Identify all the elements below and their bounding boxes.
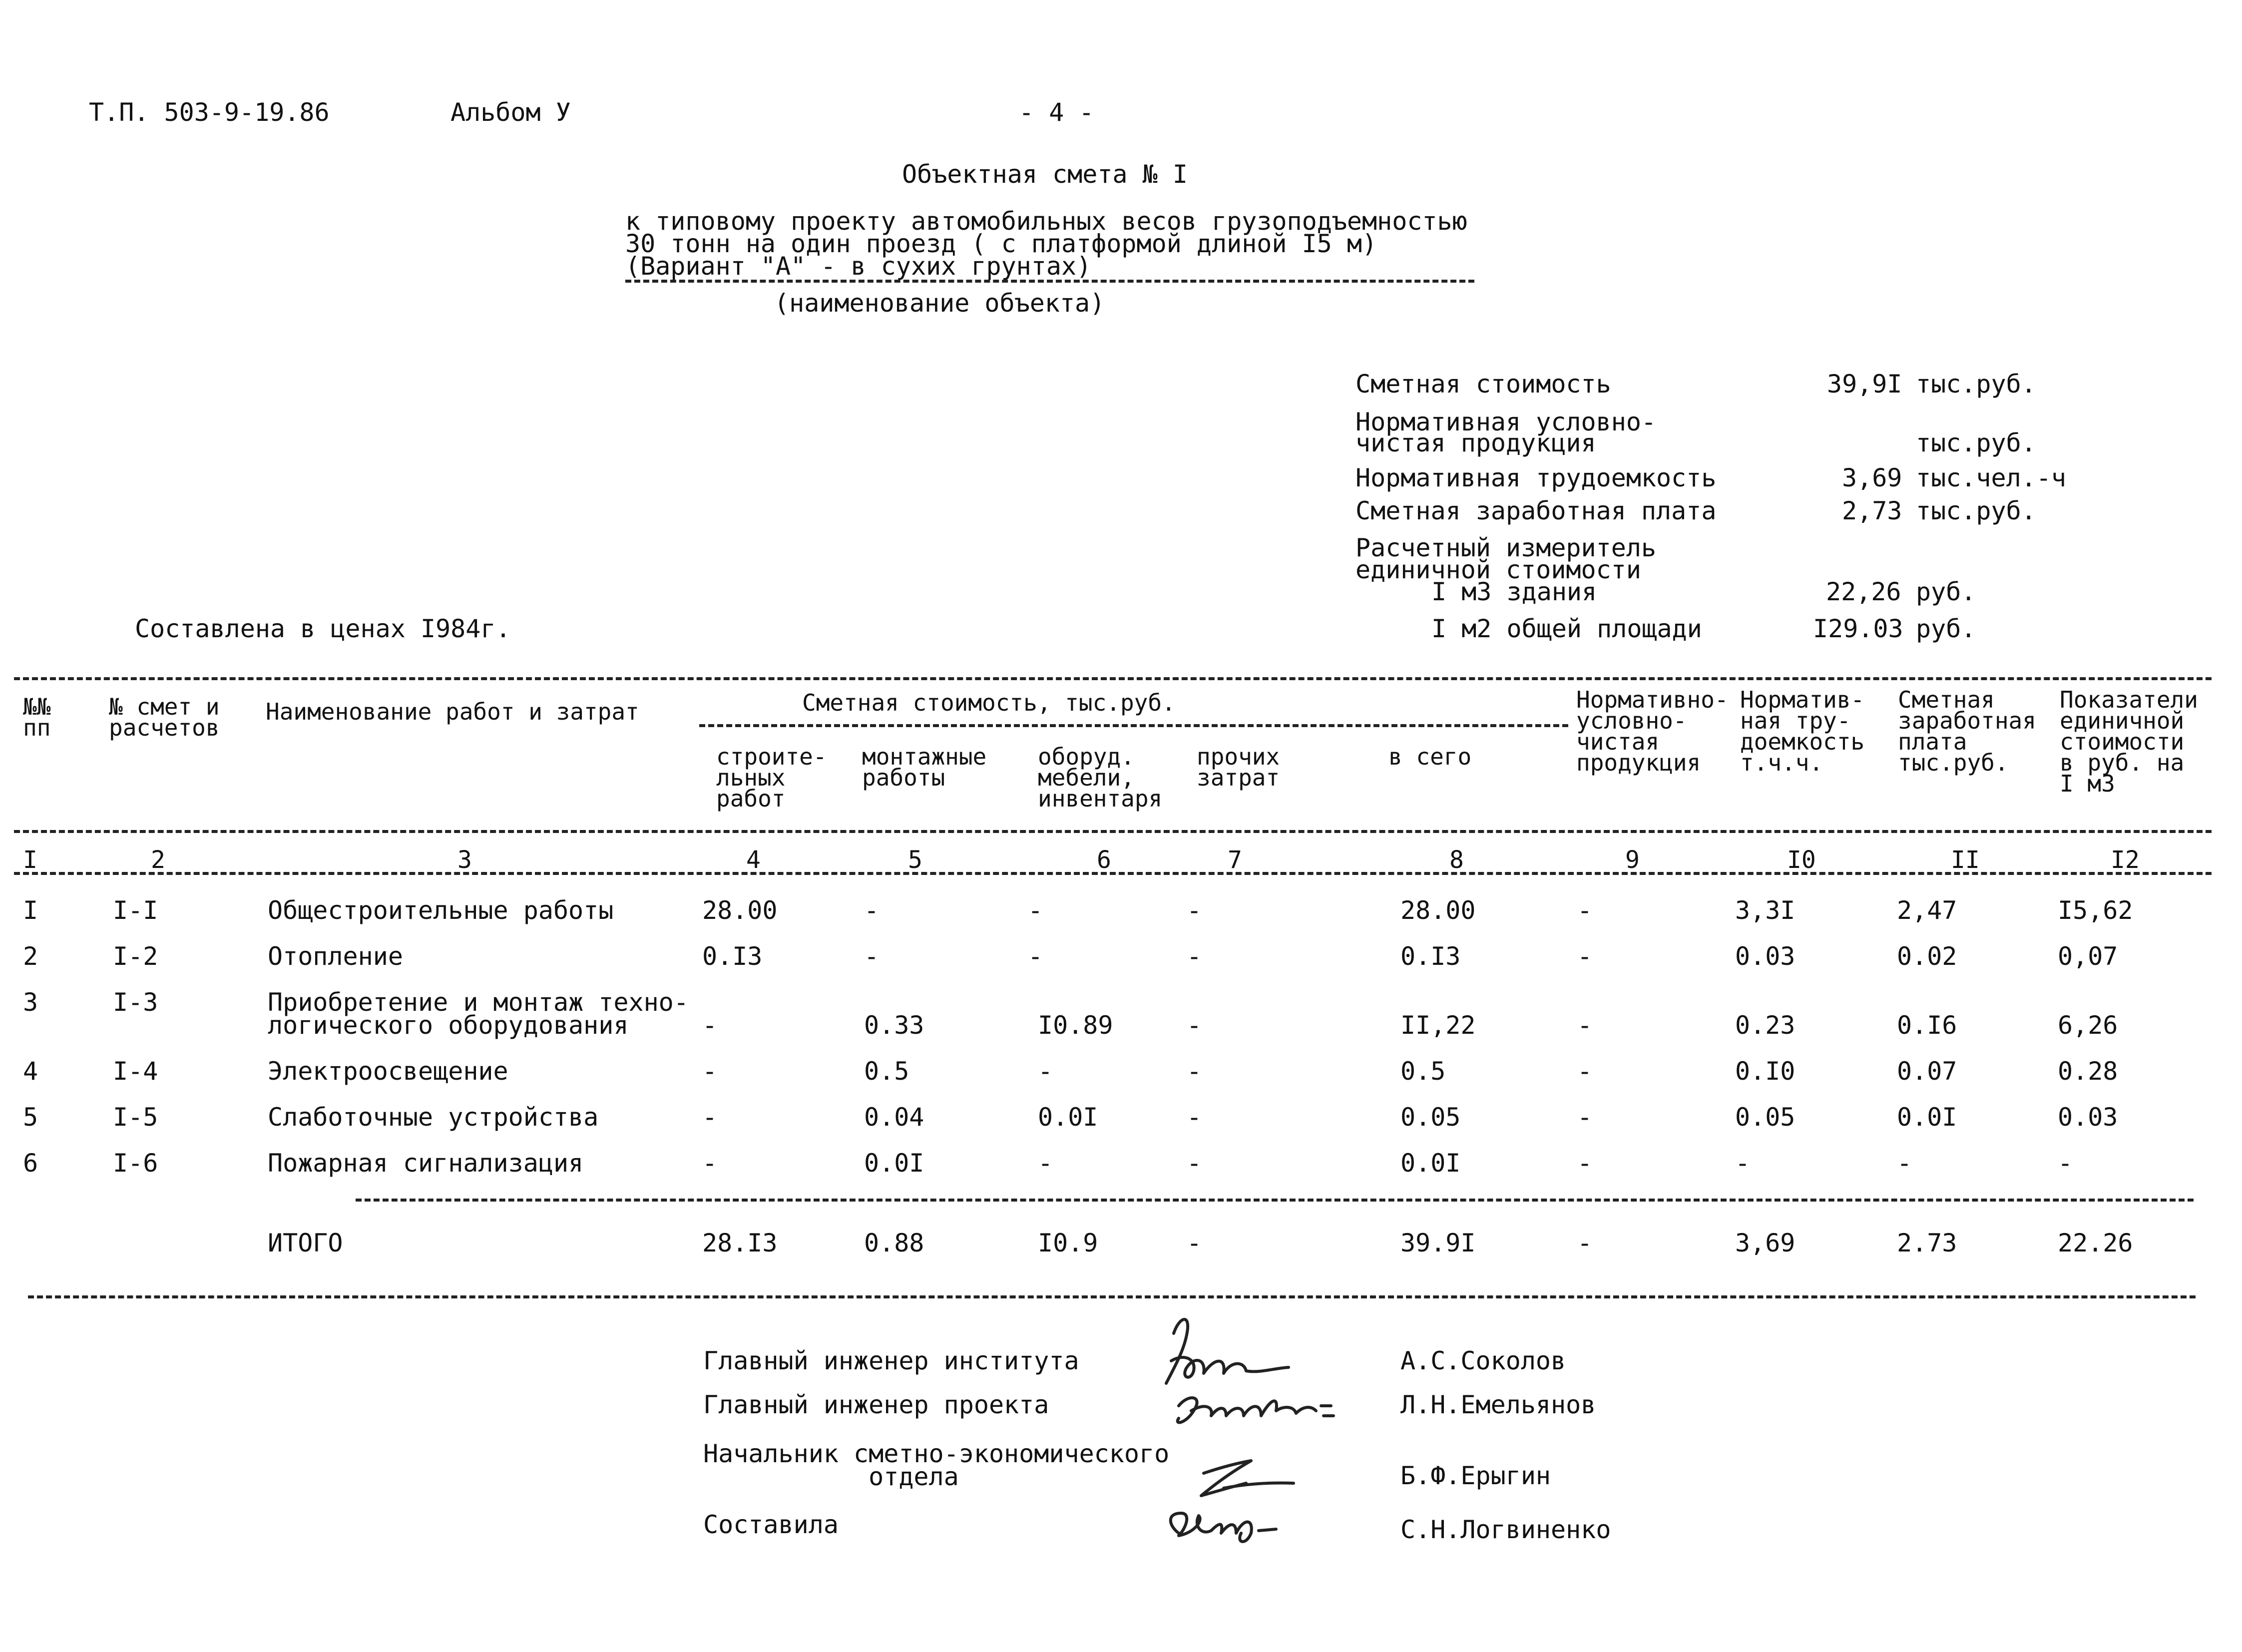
cell-num: 5 bbox=[23, 1103, 38, 1132]
col-number-5: 5 bbox=[908, 846, 922, 874]
cell-installation: 0.04 bbox=[864, 1103, 924, 1132]
totals-total: 39.9I bbox=[1400, 1229, 1476, 1257]
signature-name: Б.Ф.Ерыгин bbox=[1400, 1461, 1551, 1490]
signature-name: С.Н.Логвиненко bbox=[1400, 1515, 1611, 1544]
cell-name: Общестроительные работы bbox=[268, 896, 614, 925]
net-label-1: Нормативная условно- bbox=[1355, 408, 1657, 436]
cell-net: - bbox=[1577, 896, 1593, 925]
cell-equipment: 0.0I bbox=[1038, 1103, 1098, 1132]
cell-other: - bbox=[1187, 1103, 1202, 1132]
m3-value: 22,26 bbox=[1826, 577, 1901, 606]
cell-wage: 0.0I bbox=[1897, 1103, 1957, 1132]
cell-total: 0.0I bbox=[1400, 1149, 1461, 1178]
cell-estimate: I-2 bbox=[113, 942, 158, 971]
cell-unit-cost: I5,62 bbox=[2058, 896, 2133, 925]
m2-label: I м2 общей площади bbox=[1431, 614, 1702, 643]
net-unit: тыс.руб. bbox=[1916, 428, 2036, 457]
cost-value: 39,9I bbox=[1827, 370, 1902, 399]
object-line-3: (Вариант "А" - в сухих грунтах) bbox=[625, 252, 1092, 281]
header-other: прочих затрат bbox=[1197, 743, 1280, 791]
handwritten-signatures bbox=[1144, 1298, 1373, 1558]
m2-unit: руб. bbox=[1916, 614, 1976, 643]
cell-wage: 0.I6 bbox=[1897, 1011, 1957, 1040]
cell-equipment: - bbox=[1028, 896, 1043, 925]
cell-wage: 2,47 bbox=[1897, 896, 1957, 925]
cell-equipment: - bbox=[1038, 1149, 1053, 1178]
cell-construction: 0.I3 bbox=[702, 942, 763, 971]
labor-value: 3,69 bbox=[1842, 463, 1902, 492]
cell-net: - bbox=[1577, 1057, 1593, 1086]
cell-labor: 0.05 bbox=[1735, 1103, 1795, 1132]
cell-net: - bbox=[1577, 1149, 1593, 1178]
cell-installation: 0.0I bbox=[864, 1149, 924, 1178]
m3-label: I м3 здания bbox=[1431, 577, 1597, 606]
album-label: Альбом У bbox=[450, 98, 571, 127]
col-number-8: 8 bbox=[1449, 846, 1464, 874]
totals-wage: 2.73 bbox=[1897, 1229, 1957, 1257]
col-number-10: I0 bbox=[1787, 846, 1816, 874]
cell-labor: 0.I0 bbox=[1735, 1057, 1795, 1086]
estimate-title: Объектная смета № I bbox=[902, 160, 1188, 189]
net-label-2: чистая продукция bbox=[1355, 428, 1596, 457]
signature-name: Л.Н.Емельянов bbox=[1400, 1390, 1596, 1419]
signature-role: Главный инженер института bbox=[703, 1346, 1079, 1375]
col-number-1: I bbox=[23, 846, 37, 874]
cell-net: - bbox=[1577, 1103, 1593, 1132]
table-top-rule bbox=[14, 677, 2212, 680]
totals-installation: 0.88 bbox=[864, 1229, 924, 1257]
cell-estimate: I-5 bbox=[113, 1103, 158, 1132]
cell-wage: - bbox=[1897, 1149, 1912, 1178]
cell-num: 6 bbox=[23, 1149, 38, 1178]
cell-other: - bbox=[1187, 896, 1202, 925]
labor-label: Нормативная трудоемкость bbox=[1355, 463, 1717, 492]
cell-construction: 28.00 bbox=[702, 896, 778, 925]
cell-name: Отопление bbox=[268, 942, 403, 971]
totals-net: - bbox=[1577, 1229, 1593, 1257]
object-line-2: 30 тонн на один проезд ( с платформой длиной I5 м) bbox=[625, 229, 1377, 258]
cell-other: - bbox=[1187, 942, 1202, 971]
cell-total: II,22 bbox=[1400, 1011, 1476, 1040]
cell-name: Приобретение и монтаж техно- логического оборудования bbox=[268, 988, 689, 1040]
cell-unit-cost: 6,26 bbox=[2058, 1011, 2118, 1040]
object-underline bbox=[625, 280, 1474, 283]
cell-equipment: - bbox=[1028, 942, 1043, 971]
wage-unit: тыс.руб. bbox=[1916, 496, 2036, 525]
header-construction: строите- льных работ bbox=[716, 743, 827, 812]
signature-role: Главный инженер проекта bbox=[703, 1390, 1049, 1419]
cell-labor: - bbox=[1735, 1149, 1751, 1178]
cell-estimate: I-6 bbox=[113, 1149, 158, 1178]
cell-construction: - bbox=[702, 1149, 718, 1178]
totals-construction: 28.I3 bbox=[702, 1229, 778, 1257]
header-num: №№ пп bbox=[23, 693, 51, 741]
cell-other: - bbox=[1187, 1057, 1202, 1086]
signature-role: Начальник сметно-экономического отдела bbox=[703, 1439, 1170, 1491]
cell-unit-cost: 0.28 bbox=[2058, 1057, 2118, 1086]
cell-equipment: I0.89 bbox=[1038, 1011, 1113, 1040]
col-number-12: I2 bbox=[2111, 846, 2140, 874]
cell-labor: 3,3I bbox=[1735, 896, 1795, 925]
cost-label: Сметная стоимость bbox=[1355, 370, 1611, 399]
cell-net: - bbox=[1577, 942, 1593, 971]
labor-unit: тыс.чел.-ч bbox=[1916, 463, 2067, 492]
signature-sokolov bbox=[1166, 1319, 1289, 1383]
totals-labor: 3,69 bbox=[1735, 1229, 1795, 1257]
page-number: - 4 - bbox=[1019, 98, 1094, 127]
signature-role: Составила bbox=[703, 1510, 839, 1539]
cell-wage: 0.07 bbox=[1897, 1057, 1957, 1086]
cell-total: 0.05 bbox=[1400, 1103, 1461, 1132]
col-number-2: 2 bbox=[151, 846, 165, 874]
signature-erygin bbox=[1201, 1461, 1294, 1496]
cell-construction: - bbox=[702, 1057, 718, 1086]
signature-name: А.С.Соколов bbox=[1400, 1346, 1566, 1375]
cost-group-rule bbox=[699, 724, 1568, 727]
cell-other: - bbox=[1187, 1011, 1202, 1040]
col-number-7: 7 bbox=[1228, 846, 1242, 874]
cell-name: Пожарная сигнализация bbox=[268, 1149, 584, 1178]
cell-estimate: I-I bbox=[113, 896, 158, 925]
cell-installation: 0.33 bbox=[864, 1011, 924, 1040]
document-code: Т.П. 503-9-19.86 bbox=[89, 98, 330, 127]
col-number-9: 9 bbox=[1625, 846, 1640, 874]
col-number-3: 3 bbox=[457, 846, 472, 874]
header-equipment: оборуд. мебели, инвентаря bbox=[1038, 743, 1163, 812]
cell-installation: 0.5 bbox=[864, 1057, 909, 1086]
cell-labor: 0.03 bbox=[1735, 942, 1795, 971]
cell-num: 2 bbox=[23, 942, 38, 971]
cell-estimate: I-4 bbox=[113, 1057, 158, 1086]
cell-total: 0.5 bbox=[1400, 1057, 1446, 1086]
header-name: Наименование работ и затрат bbox=[266, 698, 639, 725]
cell-estimate: I-3 bbox=[113, 988, 158, 1017]
header-installation: монтажные работы bbox=[862, 743, 987, 791]
cell-net: - bbox=[1577, 1011, 1593, 1040]
prices-note: Составлена в ценах I984г. bbox=[135, 614, 511, 643]
header-estimate: № смет и расчетов bbox=[109, 693, 220, 741]
table-bottom-rule bbox=[28, 1295, 2196, 1298]
cell-equipment: - bbox=[1038, 1057, 1053, 1086]
header-bottom-rule bbox=[14, 830, 2212, 833]
header-labor: Норматив- ная тру- доемкость т.ч.ч. bbox=[1740, 686, 1865, 776]
cell-unit-cost: - bbox=[2058, 1149, 2073, 1178]
cell-construction: - bbox=[702, 1011, 718, 1040]
totals-label: ИТОГО bbox=[268, 1229, 343, 1257]
cost-unit: тыс.руб. bbox=[1916, 370, 2036, 399]
header-wage: Сметная заработная плата тыс.руб. bbox=[1898, 686, 2036, 776]
object-caption: (наименование объекта) bbox=[774, 289, 1105, 318]
totals-other: - bbox=[1187, 1229, 1202, 1257]
cell-num: 3 bbox=[23, 988, 38, 1017]
cell-wage: 0.02 bbox=[1897, 942, 1957, 971]
meter-label-1: Расчетный измеритель bbox=[1355, 533, 1657, 562]
col-number-11: II bbox=[1951, 846, 1980, 874]
cell-num: I bbox=[23, 896, 38, 925]
cell-num: 4 bbox=[23, 1057, 38, 1086]
wage-label: Сметная заработная плата bbox=[1355, 496, 1717, 525]
m3-unit: руб. bbox=[1916, 577, 1976, 606]
wage-value: 2,73 bbox=[1842, 496, 1902, 525]
totals-equipment: I0.9 bbox=[1038, 1229, 1098, 1257]
totals-unit-cost: 22.26 bbox=[2058, 1229, 2133, 1257]
cell-installation: - bbox=[864, 896, 880, 925]
header-unit-cost: Показатели единичной стоимости в руб. на I м3 bbox=[2060, 686, 2198, 797]
signature-emelyanov bbox=[1178, 1398, 1334, 1422]
cell-construction: - bbox=[702, 1103, 718, 1132]
cell-unit-cost: 0.03 bbox=[2058, 1103, 2118, 1132]
object-line-1: к типовому проекту автомобильных весов грузоподъемностью bbox=[625, 207, 1467, 236]
header-cost-group: Сметная стоимость, тыс.руб. bbox=[802, 689, 1176, 716]
cell-total: 0.I3 bbox=[1400, 942, 1461, 971]
cell-labor: 0.23 bbox=[1735, 1011, 1795, 1040]
m2-value: I29.03 bbox=[1813, 614, 1903, 643]
cell-installation: - bbox=[864, 942, 880, 971]
header-net-production: Нормативно- условно- чистая продукция bbox=[1576, 686, 1729, 776]
cell-other: - bbox=[1187, 1149, 1202, 1178]
cell-total: 28.00 bbox=[1400, 896, 1476, 925]
cell-name: Электроосвещение bbox=[268, 1057, 508, 1086]
header-total: в сего bbox=[1388, 743, 1472, 770]
col-number-4: 4 bbox=[746, 846, 761, 874]
meter-label-2: единичной стоимости bbox=[1355, 555, 1641, 584]
signature-logvinenko bbox=[1171, 1513, 1276, 1542]
col-number-6: 6 bbox=[1097, 846, 1111, 874]
cell-unit-cost: 0,07 bbox=[2058, 942, 2118, 971]
col-number-rule bbox=[14, 872, 2212, 875]
totals-top-rule bbox=[356, 1199, 2194, 1202]
cell-name: Слаботочные устройства bbox=[268, 1103, 599, 1132]
